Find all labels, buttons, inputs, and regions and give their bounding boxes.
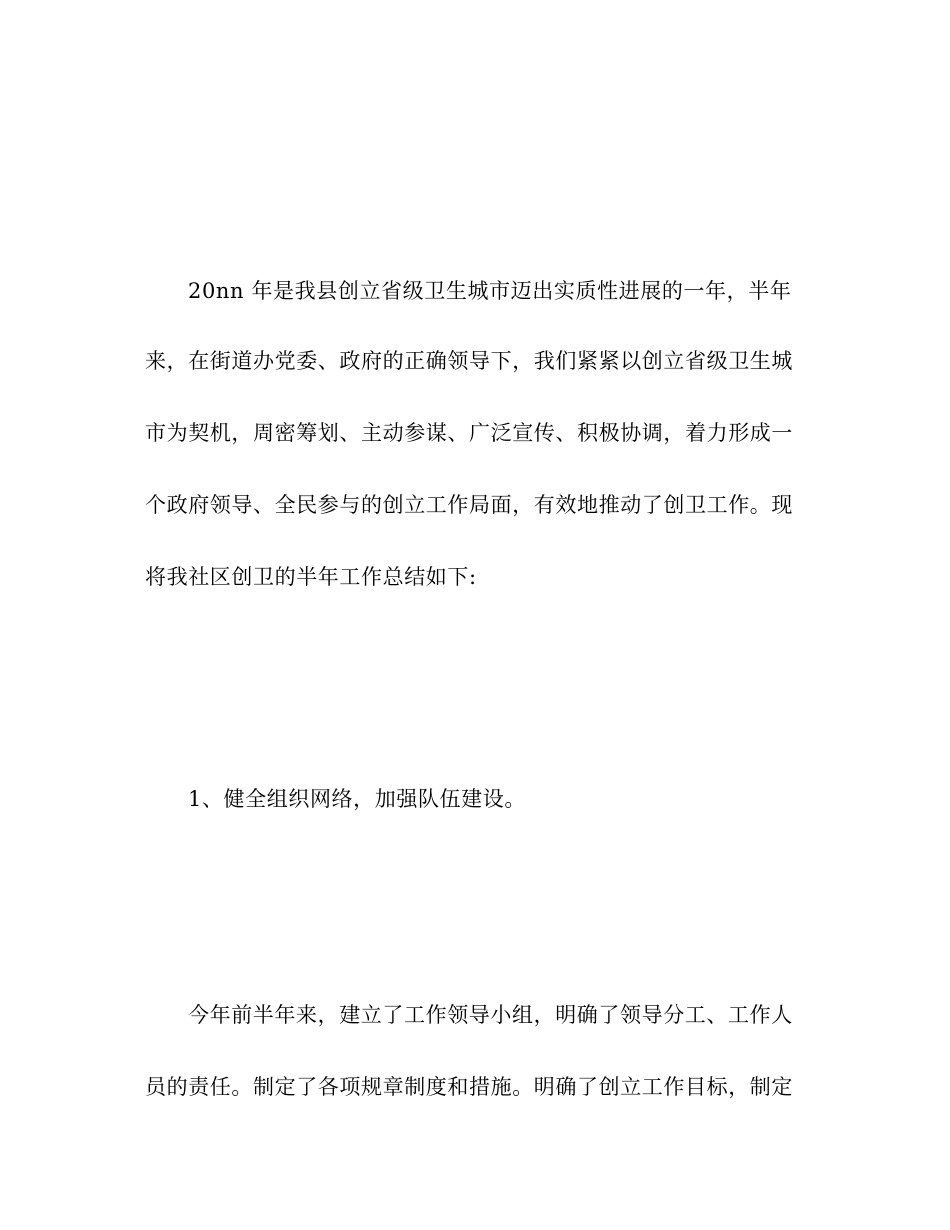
- paragraph-1-line-5: 将我社区创卫的半年工作总结如下:: [145, 565, 477, 589]
- paragraph-1-line-2: 来，在街道办党委、政府的正确领导下，我们紧紧以创立省级卫生城: [145, 349, 793, 373]
- paragraph-1-line-4: 个政府领导、全民参与的创立工作局面，有效地推动了创卫工作。现: [145, 493, 793, 517]
- paragraph-1-line-3: 市为契机，周密筹划、主动参谋、广泛宣传、积极协调，着力形成一: [145, 421, 793, 445]
- paragraph-2-line-2: 员的责任。制定了各项规章制度和措施。明确了创立工作目标，制定: [145, 1075, 793, 1099]
- section-heading-1: 1、健全组织网络，加强队伍建设。: [188, 787, 526, 811]
- paragraph-2-line-1: 今年前半年来，建立了工作领导小组，明确了领导分工、工作人: [188, 1003, 793, 1027]
- paragraph-1-line-1: 20nn 年是我县创立省级卫生城市迈出实质性进展的一年，半年: [188, 279, 792, 303]
